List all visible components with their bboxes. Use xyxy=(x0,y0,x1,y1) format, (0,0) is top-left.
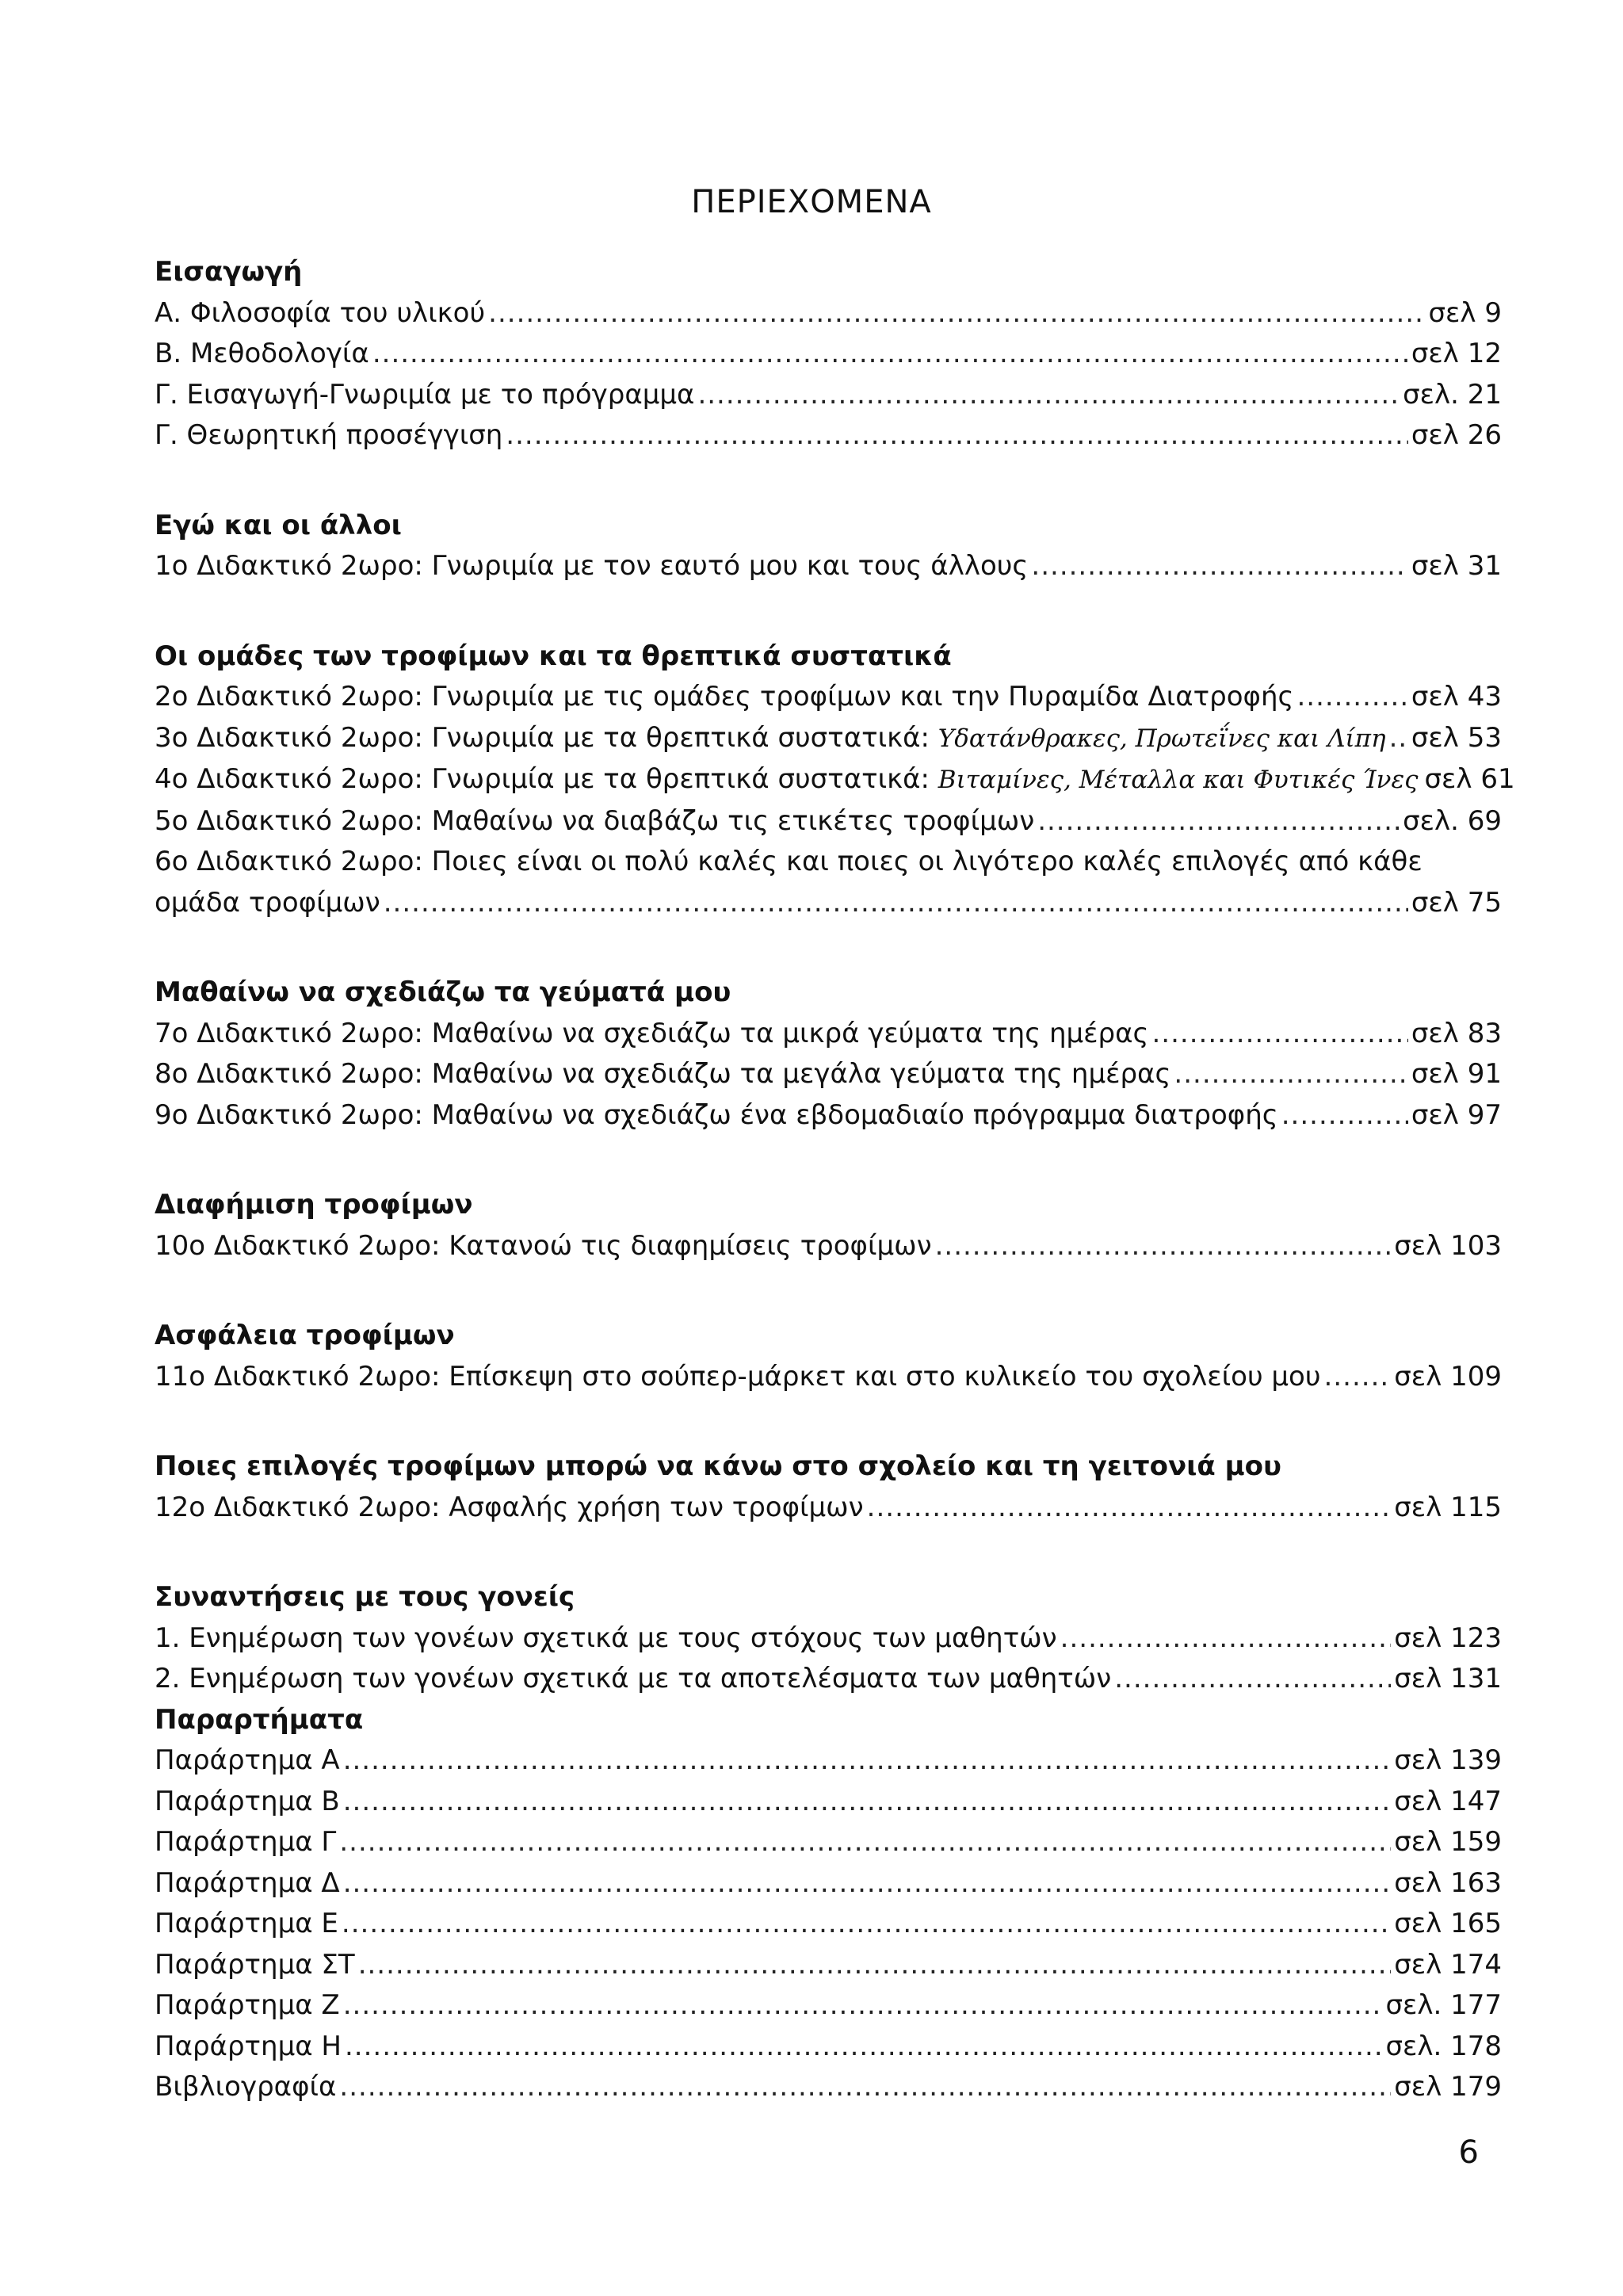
toc-entry[interactable] xyxy=(155,1904,1502,1945)
toc-entry-page: σελ. 21 xyxy=(1403,378,1502,411)
toc-entry-text: 1ο Διδακτικό 2ωρο: Γνωριμία με τον εαυτό μου και τους άλλους xyxy=(155,550,1029,582)
dot-leader xyxy=(1031,546,1407,587)
toc-entry-label xyxy=(155,1095,1278,1137)
toc-entry-label xyxy=(155,334,369,375)
toc-entry-label xyxy=(155,1659,1111,1700)
toc-entry[interactable] xyxy=(155,1095,1502,1137)
section-heading: Εισαγωγή xyxy=(155,256,303,288)
dot-leader xyxy=(343,1740,1392,1782)
toc-entry-text: 2ο Διδακτικό 2ωρο: Γνωριμία με τις ομάδες τροφίμων και την Πυραμίδα Διατροφής xyxy=(155,681,1294,712)
section-heading: Συναντήσεις με τους γονείς xyxy=(155,1581,575,1613)
toc-entry[interactable] xyxy=(155,2067,1502,2108)
toc-entry-label xyxy=(155,1782,340,1823)
toc-entry-page: σελ 131 xyxy=(1394,1663,1502,1694)
toc-entry-page: σελ 115 xyxy=(1394,1491,1502,1523)
toc-entry-text: 7ο Διδακτικό 2ωρο: Μαθαίνω να σχεδιάζω τα μικρά γεύματα της ημέρας xyxy=(155,1017,1149,1049)
toc-entry-label xyxy=(155,1863,340,1904)
toc-entry-page: σελ 139 xyxy=(1394,1744,1502,1776)
section-spacer xyxy=(155,457,1502,506)
toc-entry-page: σελ 53 xyxy=(1411,721,1502,754)
toc-entry-page: σελ 103 xyxy=(1394,1229,1502,1262)
dot-leader xyxy=(935,1226,1392,1267)
section-spacer xyxy=(155,587,1502,636)
table-of-contents xyxy=(155,252,1515,2108)
toc-entry-text: Παράρτημα ΣΤ xyxy=(155,1948,355,1981)
section-heading: Ασφάλεια τροφίμων xyxy=(155,1320,455,1351)
toc-entry-label xyxy=(155,1822,336,1863)
dot-leader xyxy=(339,2067,1391,2108)
toc-entry-text: Γ. Εισαγωγή-Γνωριμία με το πρόγραμμα xyxy=(155,378,695,411)
toc-entry[interactable] xyxy=(155,718,1502,760)
toc-entry-page: σελ 159 xyxy=(1394,1826,1502,1858)
toc-entry-page: σελ. 177 xyxy=(1385,1989,1502,2021)
toc-entry[interactable] xyxy=(155,759,1515,801)
toc-entry-text: Παράρτημα Ε xyxy=(155,1908,338,1939)
toc-entry[interactable] xyxy=(155,677,1502,718)
toc-entry-page: σελ 75 xyxy=(1411,886,1502,919)
toc-entry-text: Παράρτημα Γ xyxy=(155,1826,337,1858)
toc-entry[interactable] xyxy=(155,1357,1502,1398)
toc-entry-label xyxy=(155,1488,864,1529)
toc-entry[interactable] xyxy=(155,415,1502,457)
dot-leader xyxy=(343,1782,1391,1823)
toc-entry[interactable] xyxy=(155,546,1502,587)
toc-entry-text: 11ο Διδακτικό 2ωρο: Επίσκεψη στο σούπερ-μάρκετ και στο κυλικείο του σχολείου μου xyxy=(155,1360,1321,1392)
toc-entry-page: σελ 83 xyxy=(1411,1017,1502,1049)
toc-entry-text: 10ο Διδακτικό 2ωρο: Κατανοώ τις διαφημίσεις τροφίμων xyxy=(155,1229,932,1262)
toc-entry-page: σελ 174 xyxy=(1394,1948,1502,1981)
toc-entry-text: Παράρτημα Δ xyxy=(155,1866,340,1899)
toc-entry-page: σελ 26 xyxy=(1411,419,1502,451)
dot-leader xyxy=(1060,1618,1392,1660)
section-heading: Ποιες επιλογές τροφίμων μπορώ να κάνω στο σχολείο και τη γειτονιά μου xyxy=(155,1450,1281,1482)
dot-leader xyxy=(343,1985,1383,2027)
toc-entry-label xyxy=(155,1226,932,1267)
dot-leader xyxy=(339,1822,1391,1863)
toc-entry-text: Βιβλιογραφία xyxy=(155,2071,337,2103)
toc-entry-label xyxy=(155,801,1034,842)
toc-entry-text: Παράρτημα Α xyxy=(155,1744,340,1776)
dot-leader xyxy=(506,415,1408,457)
dot-leader xyxy=(342,1904,1391,1945)
toc-entry[interactable] xyxy=(155,1659,1502,1700)
toc-entry-text-line: 6ο Διδακτικό 2ωρο: Ποιες είναι οι πολύ καλές και ποιες οι λιγότερο καλές επιλογές από κάθε xyxy=(155,846,1423,877)
toc-entry-text: 5ο Διδακτικό 2ωρο: Μαθαίνω να διαβάζω τις ετικέτες τροφίμων xyxy=(155,804,1035,837)
toc-entry[interactable] xyxy=(155,375,1502,416)
dot-leader xyxy=(1389,718,1408,759)
toc-entry[interactable] xyxy=(155,334,1502,375)
toc-entry-page: σελ 31 xyxy=(1411,550,1502,582)
toc-entry-label xyxy=(155,415,502,457)
toc-entry-text: Γ. Θεωρητική προσέγγιση xyxy=(155,419,503,451)
dot-leader xyxy=(1037,801,1400,842)
toc-entry-label xyxy=(155,759,1419,801)
section-heading: Εγώ και οι άλλοι xyxy=(155,509,402,541)
toc-entry[interactable] xyxy=(155,1054,1502,1095)
toc-entry-text: 9ο Διδακτικό 2ωρο: Μαθαίνω να σχεδιάζω ένα εβδομαδιαίο πρόγραμμα διατροφής xyxy=(155,1098,1278,1131)
dot-leader xyxy=(1114,1659,1391,1700)
toc-entry[interactable] xyxy=(155,883,1502,924)
toc-entry-label xyxy=(155,2067,336,2108)
toc-entry-label xyxy=(155,1945,355,1986)
dot-leader xyxy=(1152,1014,1408,1055)
toc-entry-page: σελ 163 xyxy=(1394,1866,1502,1899)
toc-entry[interactable] xyxy=(155,2027,1502,2068)
toc-entry-page: σελ 97 xyxy=(1411,1098,1502,1131)
page-title: ΠΕΡΙΕΧΟΜΕΝΑ xyxy=(691,184,932,220)
toc-entry[interactable] xyxy=(155,293,1502,334)
dot-leader xyxy=(345,2027,1382,2068)
toc-entry-label xyxy=(155,375,694,416)
toc-entry-text: 8ο Διδακτικό 2ωρο: Μαθαίνω να σχεδιάζω τα μεγάλα γεύματα της ημέρας xyxy=(155,1058,1171,1090)
toc-entry-label xyxy=(155,1985,340,2027)
section-spacer xyxy=(155,1136,1502,1185)
toc-entry[interactable] xyxy=(155,1985,1502,2027)
toc-entry-label xyxy=(155,1904,338,1945)
toc-entry-text: 4ο Διδακτικό 2ωρο: Γνωριμία με τα θρεπτικά συστατικά: xyxy=(155,763,938,795)
section-heading: Παραρτήματα xyxy=(155,1703,364,1736)
dot-leader xyxy=(1324,1357,1392,1398)
toc-entry[interactable] xyxy=(155,1945,1502,1986)
section-spacer xyxy=(155,923,1502,972)
toc-entry-label xyxy=(155,293,485,334)
toc-entry-italic-text: Βιταμίνες, Μέταλλα και Φυτικές Ίνες xyxy=(938,766,1419,794)
toc-entry-text: ομάδα τροφίμων xyxy=(155,886,380,919)
toc-entry-page: σελ. 69 xyxy=(1403,804,1502,837)
toc-entry[interactable] xyxy=(155,1782,1502,1823)
toc-entry-label xyxy=(155,677,1293,718)
toc-entry-page: σελ 123 xyxy=(1394,1622,1502,1654)
toc-entry-page: σελ. 178 xyxy=(1385,2030,1502,2062)
dot-leader xyxy=(697,375,1400,416)
toc-entry[interactable] xyxy=(155,801,1502,842)
section-spacer xyxy=(155,1266,1502,1316)
toc-entry-text: 3ο Διδακτικό 2ωρο: Γνωριμία με τα θρεπτικά συστατικά: xyxy=(155,721,938,754)
dot-leader xyxy=(1174,1054,1407,1095)
toc-entry[interactable] xyxy=(155,1618,1502,1660)
toc-entry-page: σελ 61 xyxy=(1424,763,1515,795)
toc-entry-text: Παράρτημα Η xyxy=(155,2030,342,2062)
toc-entry[interactable] xyxy=(155,1863,1502,1904)
dot-leader xyxy=(372,334,1408,375)
toc-entry-label xyxy=(155,718,1386,760)
toc-entry[interactable] xyxy=(155,1226,1502,1267)
toc-entry-label xyxy=(155,883,380,924)
toc-entry-label xyxy=(155,1618,1057,1660)
toc-entry-text: Παράρτημα Ζ xyxy=(155,1989,340,2021)
section-spacer xyxy=(155,1397,1502,1446)
section-heading: Διαφήμιση τροφίμων xyxy=(155,1189,473,1221)
dot-leader xyxy=(1296,677,1407,718)
dot-leader xyxy=(867,1488,1392,1529)
dot-leader xyxy=(384,883,1408,924)
toc-entry-page: σελ 165 xyxy=(1394,1908,1502,1939)
toc-entry-page: σελ 43 xyxy=(1411,681,1502,712)
toc-entry-text: Β. Μεθοδολογία xyxy=(155,338,369,369)
toc-entry-page: σελ 147 xyxy=(1394,1785,1502,1817)
section-heading: Μαθαίνω να σχεδιάζω τα γεύματά μου xyxy=(155,976,731,1008)
toc-entry-text: Α. Φιλοσοφία του υλικού xyxy=(155,296,486,329)
page-number: 6 xyxy=(1458,2134,1479,2171)
section-spacer xyxy=(155,1528,1502,1577)
dot-leader xyxy=(1281,1095,1408,1137)
section-heading: Οι ομάδες των τροφίμων και τα θρεπτικά συστατικά xyxy=(155,640,952,672)
dot-leader xyxy=(343,1863,1392,1904)
toc-entry-text: Παράρτημα Β xyxy=(155,1785,340,1817)
toc-entry-label xyxy=(155,1014,1149,1055)
toc-entry-page: σελ 179 xyxy=(1394,2071,1502,2103)
toc-entry-label xyxy=(155,546,1028,587)
toc-entry[interactable] xyxy=(155,1488,1502,1529)
toc-entry[interactable] xyxy=(155,1014,1502,1055)
toc-entry[interactable] xyxy=(155,1740,1502,1782)
dot-leader xyxy=(358,1945,1392,1986)
toc-entry-label xyxy=(155,1740,340,1782)
toc-entry-label xyxy=(155,1357,1321,1398)
toc-entry[interactable] xyxy=(155,1822,1502,1863)
toc-entry-italic-text: Υδατάνθρακες, Πρωτεΐνες και Λίπη xyxy=(938,724,1386,753)
toc-entry-page: σελ 109 xyxy=(1394,1360,1502,1392)
toc-entry-page: σελ 12 xyxy=(1411,338,1502,369)
toc-entry-label xyxy=(155,2027,342,2068)
toc-entry-text: 2. Ενημέρωση των γονέων σχετικά με τα αποτελέσματα των μαθητών xyxy=(155,1663,1112,1694)
toc-entry-page: σελ 9 xyxy=(1428,296,1502,329)
toc-entry-text: 12ο Διδακτικό 2ωρο: Ασφαλής χρήση των τροφίμων xyxy=(155,1491,864,1523)
toc-entry-text: 1. Ενημέρωση των γονέων σχετικά με τους στόχους των μαθητών xyxy=(155,1622,1057,1654)
dot-leader xyxy=(488,293,1425,334)
toc-entry-label xyxy=(155,1054,1170,1095)
toc-entry-page: σελ 91 xyxy=(1411,1058,1502,1090)
